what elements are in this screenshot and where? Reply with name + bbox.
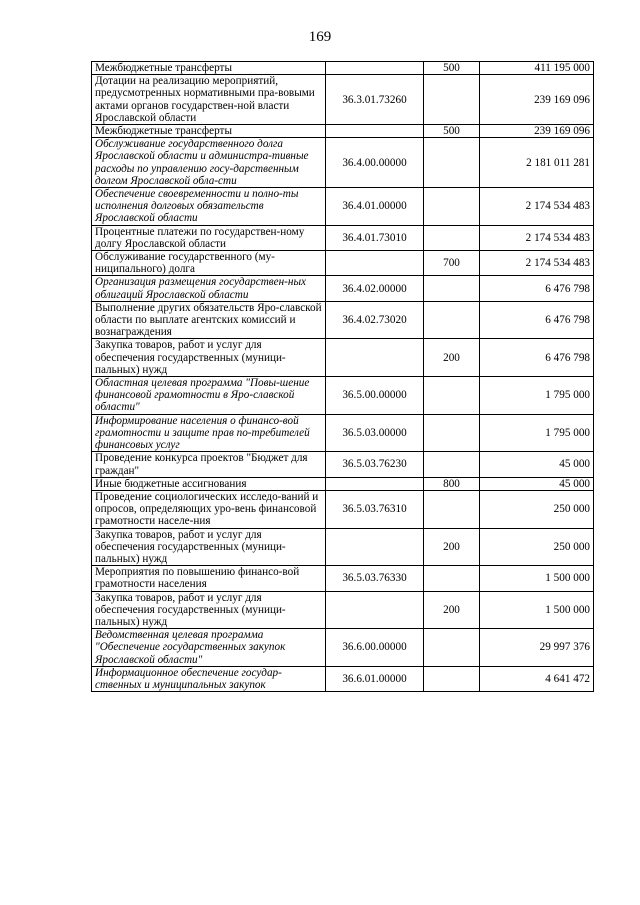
row-sum-cell: 6 476 798	[480, 339, 594, 377]
table-row	[92, 125, 594, 138]
row-code-cell: 36.4.02.73020	[326, 301, 424, 339]
row-name-cell: Информирование населения о финансо-вой грамотности и защите прав по-требителей финансовых услуг	[92, 414, 326, 452]
row-code-cell	[326, 62, 424, 75]
row-name-cell: Областная целевая программа "Повы-шение финансовой грамотности в Яро-славской области"	[92, 377, 326, 415]
row-sum-cell: 239 169 096	[480, 125, 594, 138]
row-sum-cell: 1 795 000	[480, 414, 594, 452]
row-name-cell: Проведение социологических исследо-ваний и опросов, определяющих уро-вень финансовой грамотности населе-ния	[92, 490, 326, 528]
row-code-cell: 36.3.01.73260	[326, 75, 424, 125]
row-code-cell: 36.4.01.73010	[326, 225, 424, 250]
row-sum-cell: 29 997 376	[480, 629, 594, 667]
row-code-cell: 36.5.03.76310	[326, 490, 424, 528]
table-row	[92, 566, 594, 591]
table-row	[92, 490, 594, 528]
row-type-cell	[424, 629, 480, 667]
row-name-cell: Закупка товаров, работ и услуг для обеспечения государственных (муници-пальных) нужд	[92, 591, 326, 629]
row-name-cell: Проведение конкурса проектов "Бюджет для граждан"	[92, 452, 326, 477]
row-type-cell	[424, 666, 480, 691]
row-code-cell	[326, 528, 424, 566]
row-type-cell	[424, 276, 480, 301]
table-row	[92, 477, 594, 490]
row-type-cell: 500	[424, 62, 480, 75]
page-number: 169	[308, 29, 332, 45]
row-code-cell	[326, 339, 424, 377]
row-type-cell	[424, 452, 480, 477]
row-code-cell: 36.4.00.00000	[326, 138, 424, 188]
row-code-cell: 36.5.03.76330	[326, 566, 424, 591]
row-type-cell	[424, 188, 480, 226]
row-sum-cell: 2 181 011 281	[480, 138, 594, 188]
row-code-cell: 36.5.03.76230	[326, 452, 424, 477]
row-sum-cell: 6 476 798	[480, 276, 594, 301]
table-row	[92, 591, 594, 629]
row-name-cell: Межбюджетные трансферты	[92, 125, 326, 138]
row-type-cell	[424, 225, 480, 250]
row-code-cell	[326, 591, 424, 629]
row-sum-cell: 4 641 472	[480, 666, 594, 691]
table-row	[92, 301, 594, 339]
row-type-cell	[424, 566, 480, 591]
row-sum-cell: 45 000	[480, 452, 594, 477]
row-sum-cell: 239 169 096	[480, 75, 594, 125]
row-type-cell	[424, 138, 480, 188]
row-name-cell: Иные бюджетные ассигнования	[92, 477, 326, 490]
table-row	[92, 666, 594, 691]
table-row	[92, 138, 594, 188]
table-row	[92, 251, 594, 276]
row-code-cell: 36.5.03.00000	[326, 414, 424, 452]
row-type-cell	[424, 414, 480, 452]
row-sum-cell: 2 174 534 483	[480, 225, 594, 250]
row-type-cell: 800	[424, 477, 480, 490]
row-name-cell: Мероприятия по повышению финансо-вой грамотности населения	[92, 566, 326, 591]
budget-table-body	[92, 62, 594, 692]
row-type-cell	[424, 377, 480, 415]
row-name-cell: Закупка товаров, работ и услуг для обеспечения государственных (муници-пальных) нужд	[92, 528, 326, 566]
row-sum-cell: 1 500 000	[480, 566, 594, 591]
row-code-cell: 36.5.00.00000	[326, 377, 424, 415]
row-sum-cell: 1 795 000	[480, 377, 594, 415]
row-sum-cell: 2 174 534 483	[480, 188, 594, 226]
row-name-cell: Межбюджетные трансферты	[92, 62, 326, 75]
table-row	[92, 225, 594, 250]
row-code-cell	[326, 477, 424, 490]
table-row	[92, 377, 594, 415]
budget-table	[91, 61, 594, 692]
row-name-cell: Организация размещения государствен-ных облигаций Ярославской области	[92, 276, 326, 301]
row-code-cell: 36.4.02.00000	[326, 276, 424, 301]
table-row	[92, 75, 594, 125]
table-row	[92, 188, 594, 226]
row-name-cell: Информационное обеспечение государ-ственных и муниципальных закупок	[92, 666, 326, 691]
row-name-cell: Обеспечение своевременности и полно-ты исполнения долговых обязательств Ярославской области	[92, 188, 326, 226]
row-type-cell	[424, 75, 480, 125]
table-row	[92, 339, 594, 377]
table-row	[92, 414, 594, 452]
row-code-cell	[326, 251, 424, 276]
row-sum-cell: 6 476 798	[480, 301, 594, 339]
row-type-cell: 200	[424, 339, 480, 377]
row-code-cell: 36.6.00.00000	[326, 629, 424, 667]
row-type-cell: 200	[424, 591, 480, 629]
table-row	[92, 62, 594, 75]
table-row	[92, 629, 594, 667]
row-type-cell: 200	[424, 528, 480, 566]
row-sum-cell: 2 174 534 483	[480, 251, 594, 276]
table-row	[92, 528, 594, 566]
table-row	[92, 452, 594, 477]
table-row	[92, 276, 594, 301]
row-type-cell: 700	[424, 251, 480, 276]
row-sum-cell: 411 195 000	[480, 62, 594, 75]
row-type-cell	[424, 301, 480, 339]
row-type-cell: 500	[424, 125, 480, 138]
row-sum-cell: 1 500 000	[480, 591, 594, 629]
row-name-cell: Ведомственная целевая программа "Обеспечение государственных закупок Ярославской области"	[92, 629, 326, 667]
row-code-cell	[326, 125, 424, 138]
row-name-cell: Закупка товаров, работ и услуг для обеспечения государственных (муници-пальных) нужд	[92, 339, 326, 377]
row-name-cell: Обслуживание государственного долга Ярославской области и администра-тивные расходы по управлению госу-дарственным долгом Ярославской обла-сти	[92, 138, 326, 188]
row-sum-cell: 250 000	[480, 528, 594, 566]
row-name-cell: Выполнение других обязательств Яро-славской области по выплате агентских комиссий и вознаграждения	[92, 301, 326, 339]
row-name-cell: Дотации на реализацию мероприятий, предусмотренных нормативными пра-вовыми актами органов государствен-ной власти Ярославской области	[92, 75, 326, 125]
row-code-cell: 36.6.01.00000	[326, 666, 424, 691]
row-sum-cell: 45 000	[480, 477, 594, 490]
row-code-cell: 36.4.01.00000	[326, 188, 424, 226]
row-name-cell: Обслуживание государственного (му-ниципального) долга	[92, 251, 326, 276]
row-name-cell: Процентные платежи по государствен-ному долгу Ярославской области	[92, 225, 326, 250]
row-sum-cell: 250 000	[480, 490, 594, 528]
row-type-cell	[424, 490, 480, 528]
